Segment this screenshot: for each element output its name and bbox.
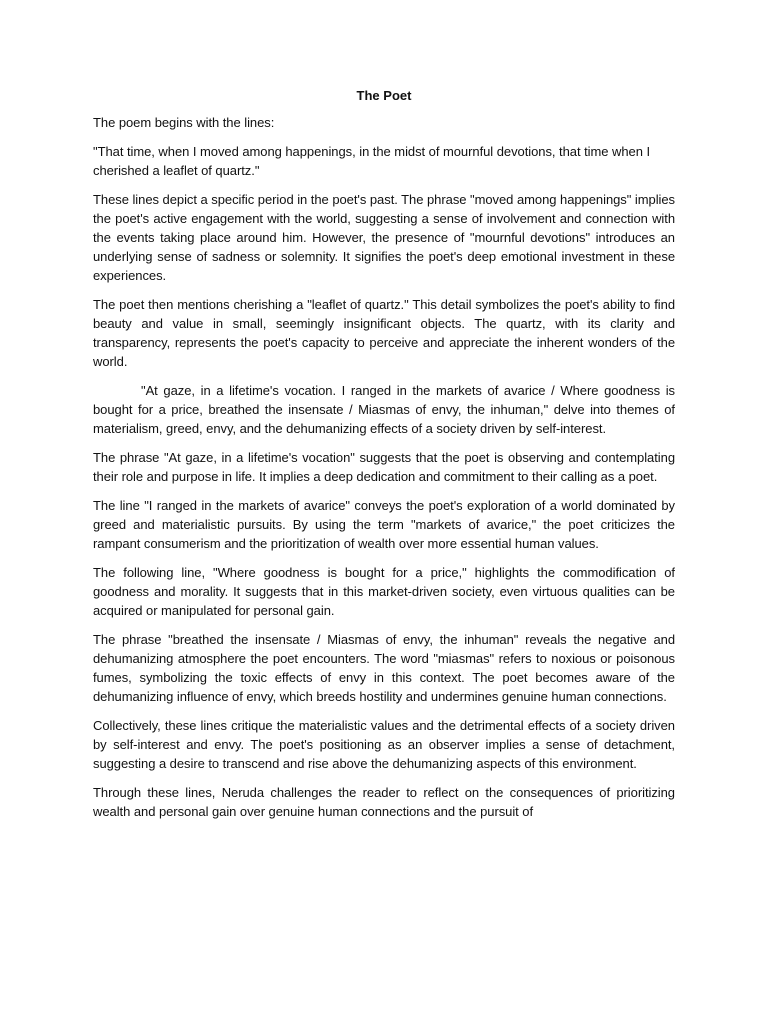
paragraph-leaflet-of-quartz: The poet then mentions cherishing a "leaflet of quartz." This detail symbolizes the poet's ability to find beauty and value in small, seemingly insignificant objects. The quartz, with its clarity and transparency, represents the poet's capacity to perceive and appreciate the inherent wonders of the world. [93, 297, 675, 369]
paragraph-markets-of-avarice: The line "I ranged in the markets of avarice" conveys the poet's exploration of a world dominated by greed and materialistic pursuits. By using the term "markets of avarice," the poet criticizes the rampant consumerism and the prioritization of wealth over more essential human values. [93, 498, 675, 551]
document-page [93, 86, 675, 1016]
paragraph-past-period: These lines depict a specific period in the poet's past. The phrase "moved among happenings" implies the poet's active engagement with the world, suggesting a sense of involvement and connection with the events taking place around him. However, the presence of "mournful devotions" introduces an underlying sense of sadness or solemnity. It signifies the poet's deep emotional investment in these experiences. [93, 192, 675, 283]
paragraph-quote-at-gaze: "At gaze, in a lifetime's vocation. I ranged in the markets of avarice / Where goodness is bought for a price, breathed the insensate / Miasmas of envy, the inhuman," delve into themes of materialism, greed, envy, and the dehumanizing effects of a society driven by self-interest. [93, 383, 675, 436]
paragraph-quote-opening-lines: "That time, when I moved among happenings, in the midst of mournful devotions, that time when I cherished a leaflet of quartz." [93, 144, 650, 178]
paragraph-intro: The poem begins with the lines: [93, 115, 275, 130]
document-title: The Poet [356, 88, 412, 103]
paragraph-miasmas-of-envy: The phrase "breathed the insensate / Miasmas of envy, the inhuman" reveals the negative and dehumanizing atmosphere the poet encounters. The word "miasmas" refers to noxious or poisonous fumes, symbolizing the toxic effects of envy in this context. The poet becomes aware of the dehumanizing influence of envy, which breeds hostility and undermines genuine human connections. [93, 632, 675, 704]
paragraph-neruda-challenges: Through these lines, Neruda challenges the reader to reflect on the consequences of prioritizing wealth and personal gain over genuine human connections and the pursuit of [93, 785, 675, 819]
paragraph-collectively: Collectively, these lines critique the materialistic values and the detrimental effects of a society driven by self-interest and envy. The poet's positioning as an observer implies a sense of detachment, suggesting a desire to transcend and rise above the dehumanizing aspects of this environment. [93, 718, 675, 771]
paragraph-goodness-bought: The following line, "Where goodness is bought for a price," highlights the commodification of goodness and morality. It suggests that in this market-driven society, even virtuous qualities can be acquired or manipulated for personal gain. [93, 565, 675, 618]
paragraph-lifetimes-vocation: The phrase "At gaze, in a lifetime's vocation" suggests that the poet is observing and contemplating their role and purpose in life. It implies a deep dedication and commitment to their calling as a poet. [93, 450, 675, 484]
